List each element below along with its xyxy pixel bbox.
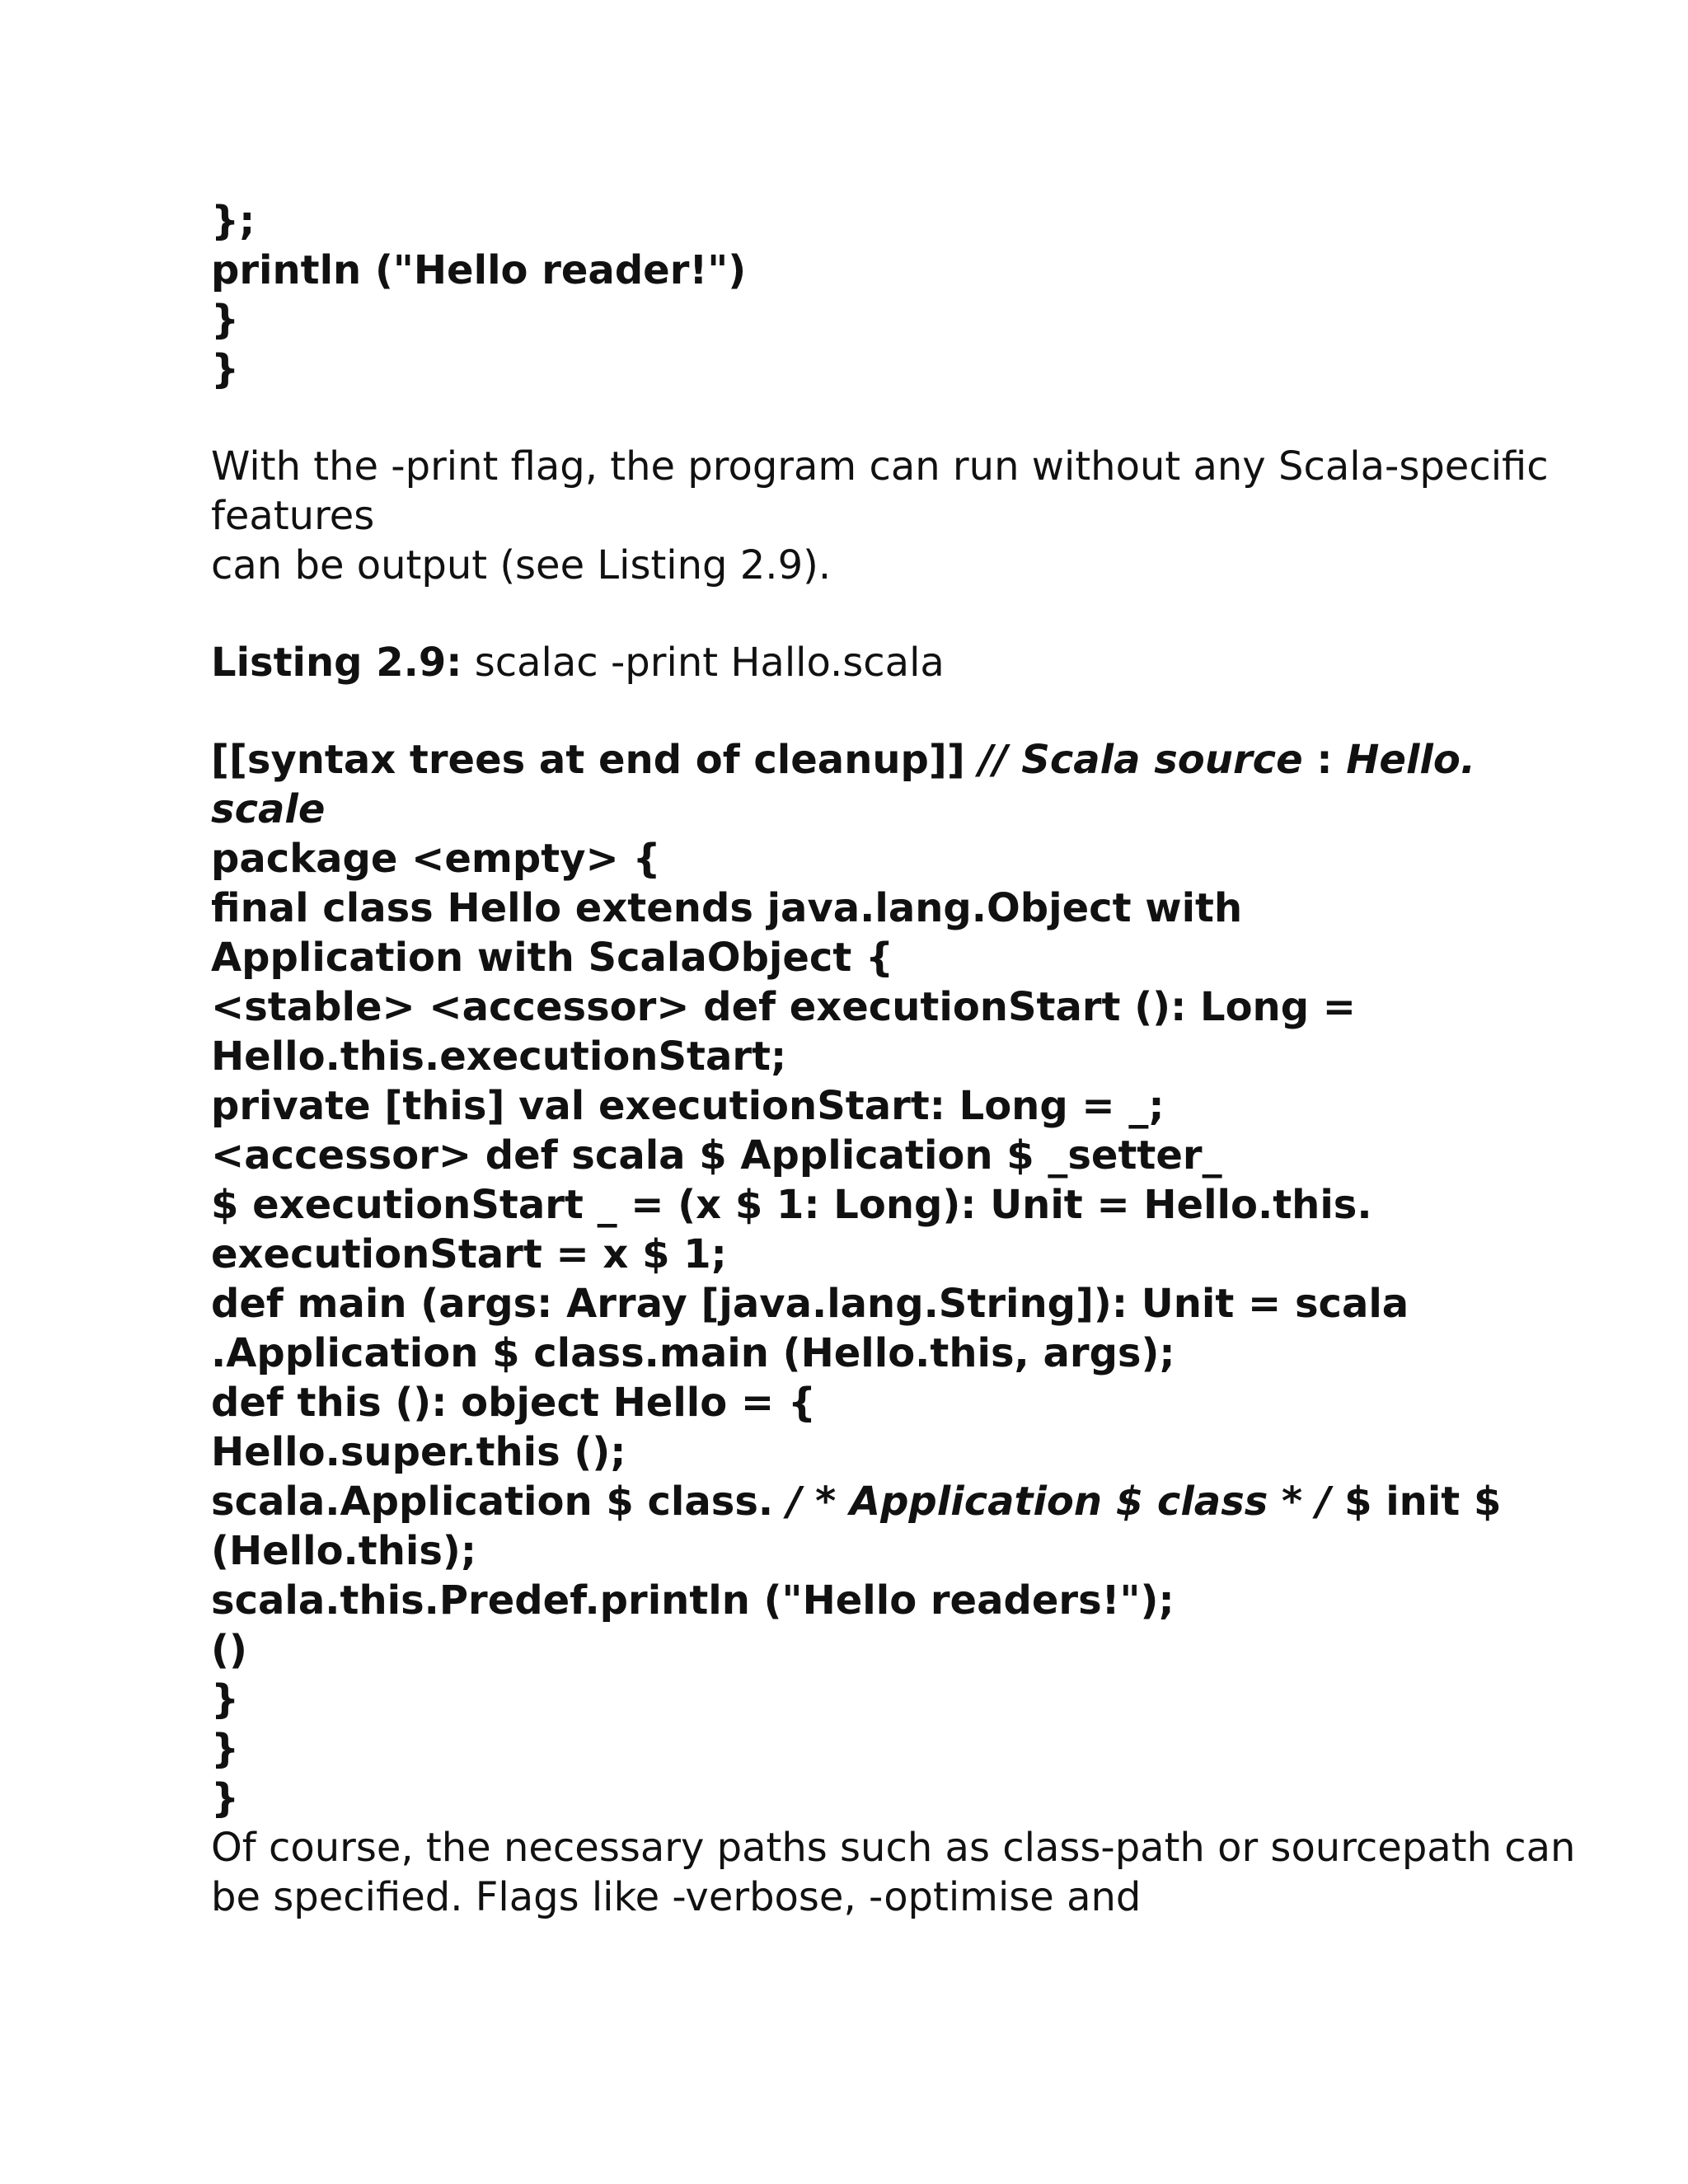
listing-command: scalac -print Hallo.scala bbox=[462, 640, 945, 686]
code-comment: Hello. bbox=[1346, 737, 1476, 783]
code-line: .Application $ class.main (Hello.this, args); bbox=[211, 1330, 1175, 1376]
spacer bbox=[211, 394, 1497, 442]
code-comment: / * Application $ class * / bbox=[786, 1479, 1331, 1525]
code-line: } bbox=[211, 1676, 240, 1722]
paragraph-line: With the -print flag, the program can run without any Scala-specific bbox=[211, 443, 1549, 490]
code-line: } bbox=[211, 1775, 240, 1821]
paragraph-line: Of course, the necessary paths such as class-path or sourcepath can bbox=[211, 1825, 1576, 1871]
code-header-part: : bbox=[1302, 737, 1347, 783]
code-line: def main (args: Array [java.lang.String]): Unit = scala bbox=[211, 1281, 1409, 1327]
paragraph-line: be specified. Flags like -verbose, -optimise and bbox=[211, 1874, 1142, 1920]
code-line: scala.this.Predef.println ("Hello readers!"); bbox=[211, 1577, 1175, 1624]
document-page bbox=[211, 196, 1576, 1922]
code-block-top bbox=[211, 196, 1497, 394]
code-comment: // Scala source bbox=[964, 737, 1303, 783]
code-line: Hello.super.this (); bbox=[211, 1429, 626, 1475]
code-line: } bbox=[211, 297, 240, 343]
paragraph-print-flag bbox=[211, 442, 1549, 590]
code-header-line bbox=[211, 735, 1497, 785]
code-line: $ executionStart _ = (x $ 1: Long): Unit = Hello.this. bbox=[211, 1182, 1372, 1228]
code-init-line bbox=[211, 1477, 1502, 1526]
code-line: package <empty> { bbox=[211, 836, 661, 882]
code-line: def this (): object Hello = { bbox=[211, 1380, 817, 1426]
code-line: } bbox=[211, 346, 240, 392]
code-comment-line: scale bbox=[211, 786, 326, 832]
spacer bbox=[211, 687, 1497, 735]
code-header-part: [[syntax trees at end of cleanup]] bbox=[211, 737, 965, 783]
listing-label: Listing 2.9: bbox=[211, 640, 462, 686]
code-line: executionStart = x $ 1; bbox=[211, 1231, 727, 1277]
code-line: } bbox=[211, 1726, 240, 1772]
code-line: (Hello.this); bbox=[211, 1528, 477, 1574]
paragraph-line: features bbox=[211, 493, 375, 539]
code-line: }; bbox=[211, 198, 256, 244]
code-line: private [this] val executionStart: Long = _; bbox=[211, 1083, 1165, 1129]
code-line: final class Hello extends java.lang.Object with bbox=[211, 885, 1243, 931]
listing-caption bbox=[211, 638, 1497, 687]
code-line: <accessor> def scala $ Application $ _setter_ bbox=[211, 1132, 1222, 1179]
paragraph-line: can be output (see Listing 2.9). bbox=[211, 542, 832, 588]
code-init-part: scala.Application $ class. bbox=[211, 1479, 787, 1525]
code-line: <stable> <accessor> def executionStart (): Long = bbox=[211, 984, 1356, 1030]
code-line: Hello.this.executionStart; bbox=[211, 1033, 787, 1080]
code-line: Application with ScalaObject { bbox=[211, 935, 894, 981]
code-block-listing bbox=[211, 735, 1502, 1823]
paragraph-paths bbox=[211, 1823, 1576, 1922]
spacer bbox=[211, 590, 1497, 638]
code-line: () bbox=[211, 1627, 247, 1673]
code-init-part: $ init $ bbox=[1330, 1479, 1502, 1525]
code-line: println ("Hello reader!") bbox=[211, 247, 747, 293]
